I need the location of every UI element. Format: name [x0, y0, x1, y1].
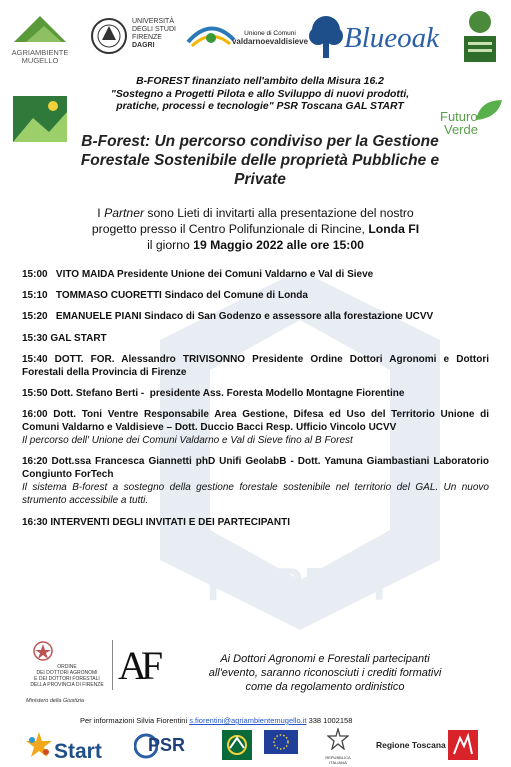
- regione-toscana-flag: [448, 730, 478, 760]
- contact-info: Per informazioni Silvia Fiorentini s.fiorentini@agriambientemugello.it 338 1002158: [80, 716, 353, 725]
- agenda-item: 15:10 TOMMASO CUORETTI Sindaco del Comune di Londa: [22, 290, 308, 302]
- af-logo: AF: [118, 643, 158, 688]
- unifi-logo: [90, 10, 128, 67]
- unione-comuni-logo: [186, 22, 236, 55]
- sponsor-footer: [0, 726, 511, 767]
- agenda-item: 15:50 Dott. Stefano Berti - presidente Ass. Foresta Modello Montagne Fiorentine: [22, 387, 405, 399]
- contact-email-link[interactable]: s.fiorentini@agriambientemugello.it: [189, 716, 307, 725]
- repubblica-logo: REPUBBLICA ITALIANA: [318, 728, 358, 765]
- event-title: B-Forest: Un percorso condiviso per la Gestione Forestale Sostenibile delle proprietà Pubbliche e Private: [80, 133, 440, 188]
- agenda-item: 15:40 DOTT. FOR. Alessandro TRIVISONNO Presidente Ordine Dottori Agronomi e Dottori Forestali della Provincia di Firenze: [22, 353, 489, 378]
- agenda-note: Il sistema B-forest a sostegno della gestione forestale sostenibile nel territorio del GAL. Un nuovo strumento accessibile a tutti.: [22, 482, 489, 507]
- ministero-text: Ministero della Giustizia: [26, 698, 85, 704]
- agenda: [22, 268, 489, 537]
- invitation-text: I Partner sono Lieti di invitarti alla presentazione del nostro progetto presso il Centro Polifunzionale di Rincine, Londa FI il giorno 19 Maggio 2022 alle ore 15:00: [91, 206, 420, 252]
- eu-flag-icon: [264, 730, 298, 754]
- agenda-item: 16:30 INTERVENTI DEGLI INVITATI E DEI PARTECIPANTI: [22, 516, 290, 528]
- regione-toscana-text: Regione Toscana: [376, 740, 446, 750]
- agenda-note: Il percorso dell' Unione dei Comuni Valdarno e Val di Sieve fino al B Forest: [22, 435, 353, 447]
- gal-badge-logo: [462, 10, 498, 71]
- agenda-item: 16:00 Dott. Toni Ventre Responsabile Area Gestione, Difesa ed Uso del Territorio Unione di Comuni Valdarno e Valdisieve – Dott. Duccio Bacci Resp. Ufficio Vincolo UCVV Il percorso dell' Unione dei Comuni Valdarno e Val di Sieve fino al B Forest: [22, 409, 489, 447]
- agenda-item: 16:20 Dott.ssa Francesca Giannetti phD Unifi GeolabB - Dott. Yamuna Giambastiani Laboratorio Congiunto ForTech Il sistema B-forest a sostegno della gestione forestale sostenibile nel territorio del GAL. Un nuovo strumento accessibile a tutti.: [22, 456, 489, 507]
- ordine-text: ORDINE DEI DOTTORI AGRONOMI E DEI DOTTORI FORESTALI DELLA PROVINCIA DI FIRENZE: [30, 664, 104, 688]
- emblem-icon: [32, 640, 54, 662]
- agriambiente-logo: [4, 14, 76, 65]
- agenda-item: 15:00 VITO MAIDA Presidente Unione dei Comuni Valdarno e Val di Sieve: [22, 269, 374, 280]
- unifi-text: UNIVERSITÀ DEGLI STUDI FIRENZE DAGRI: [132, 18, 176, 49]
- gal-start-logo: Start: [24, 730, 114, 766]
- agenda-item: 15:30 GAL START: [22, 332, 107, 344]
- blueoak-text: Blueoak: [344, 22, 440, 54]
- leader-logo: [222, 730, 252, 760]
- watermark-text: FOREST: [206, 558, 394, 610]
- credits-text: Ai Dottori Agronomi e Forestali partecipanti all'evento, saranno riconosciuti i crediti formativi come da regolamento ordinistico: [208, 653, 442, 693]
- futuro-verde-logo: Futuro Verde: [440, 98, 506, 138]
- unione-comuni-text: Unione di Comuni valdarnoevaldisieve: [231, 30, 309, 46]
- funding-intro: B-FOREST finanziato nell'ambito della Misura 16.2 "Sostegno a Progetti Pilota e allo Sviluppo di nuovi prodotti, pratiche, processi e tecnologie" PSR Toscana GAL START: [110, 76, 410, 112]
- agriambiente-text: AGRIAMBIENTE MUGELLO: [11, 48, 69, 65]
- agenda-item: 15:20 EMANUELE PIANI Sindaco di San Godenzo e assessore alla forestazione UCVV: [22, 311, 434, 323]
- ordine-logo-block: [26, 638, 176, 710]
- blueoak-logo: [308, 14, 438, 60]
- partner-logos: [0, 8, 511, 70]
- psr-logo: PSR: [134, 732, 204, 762]
